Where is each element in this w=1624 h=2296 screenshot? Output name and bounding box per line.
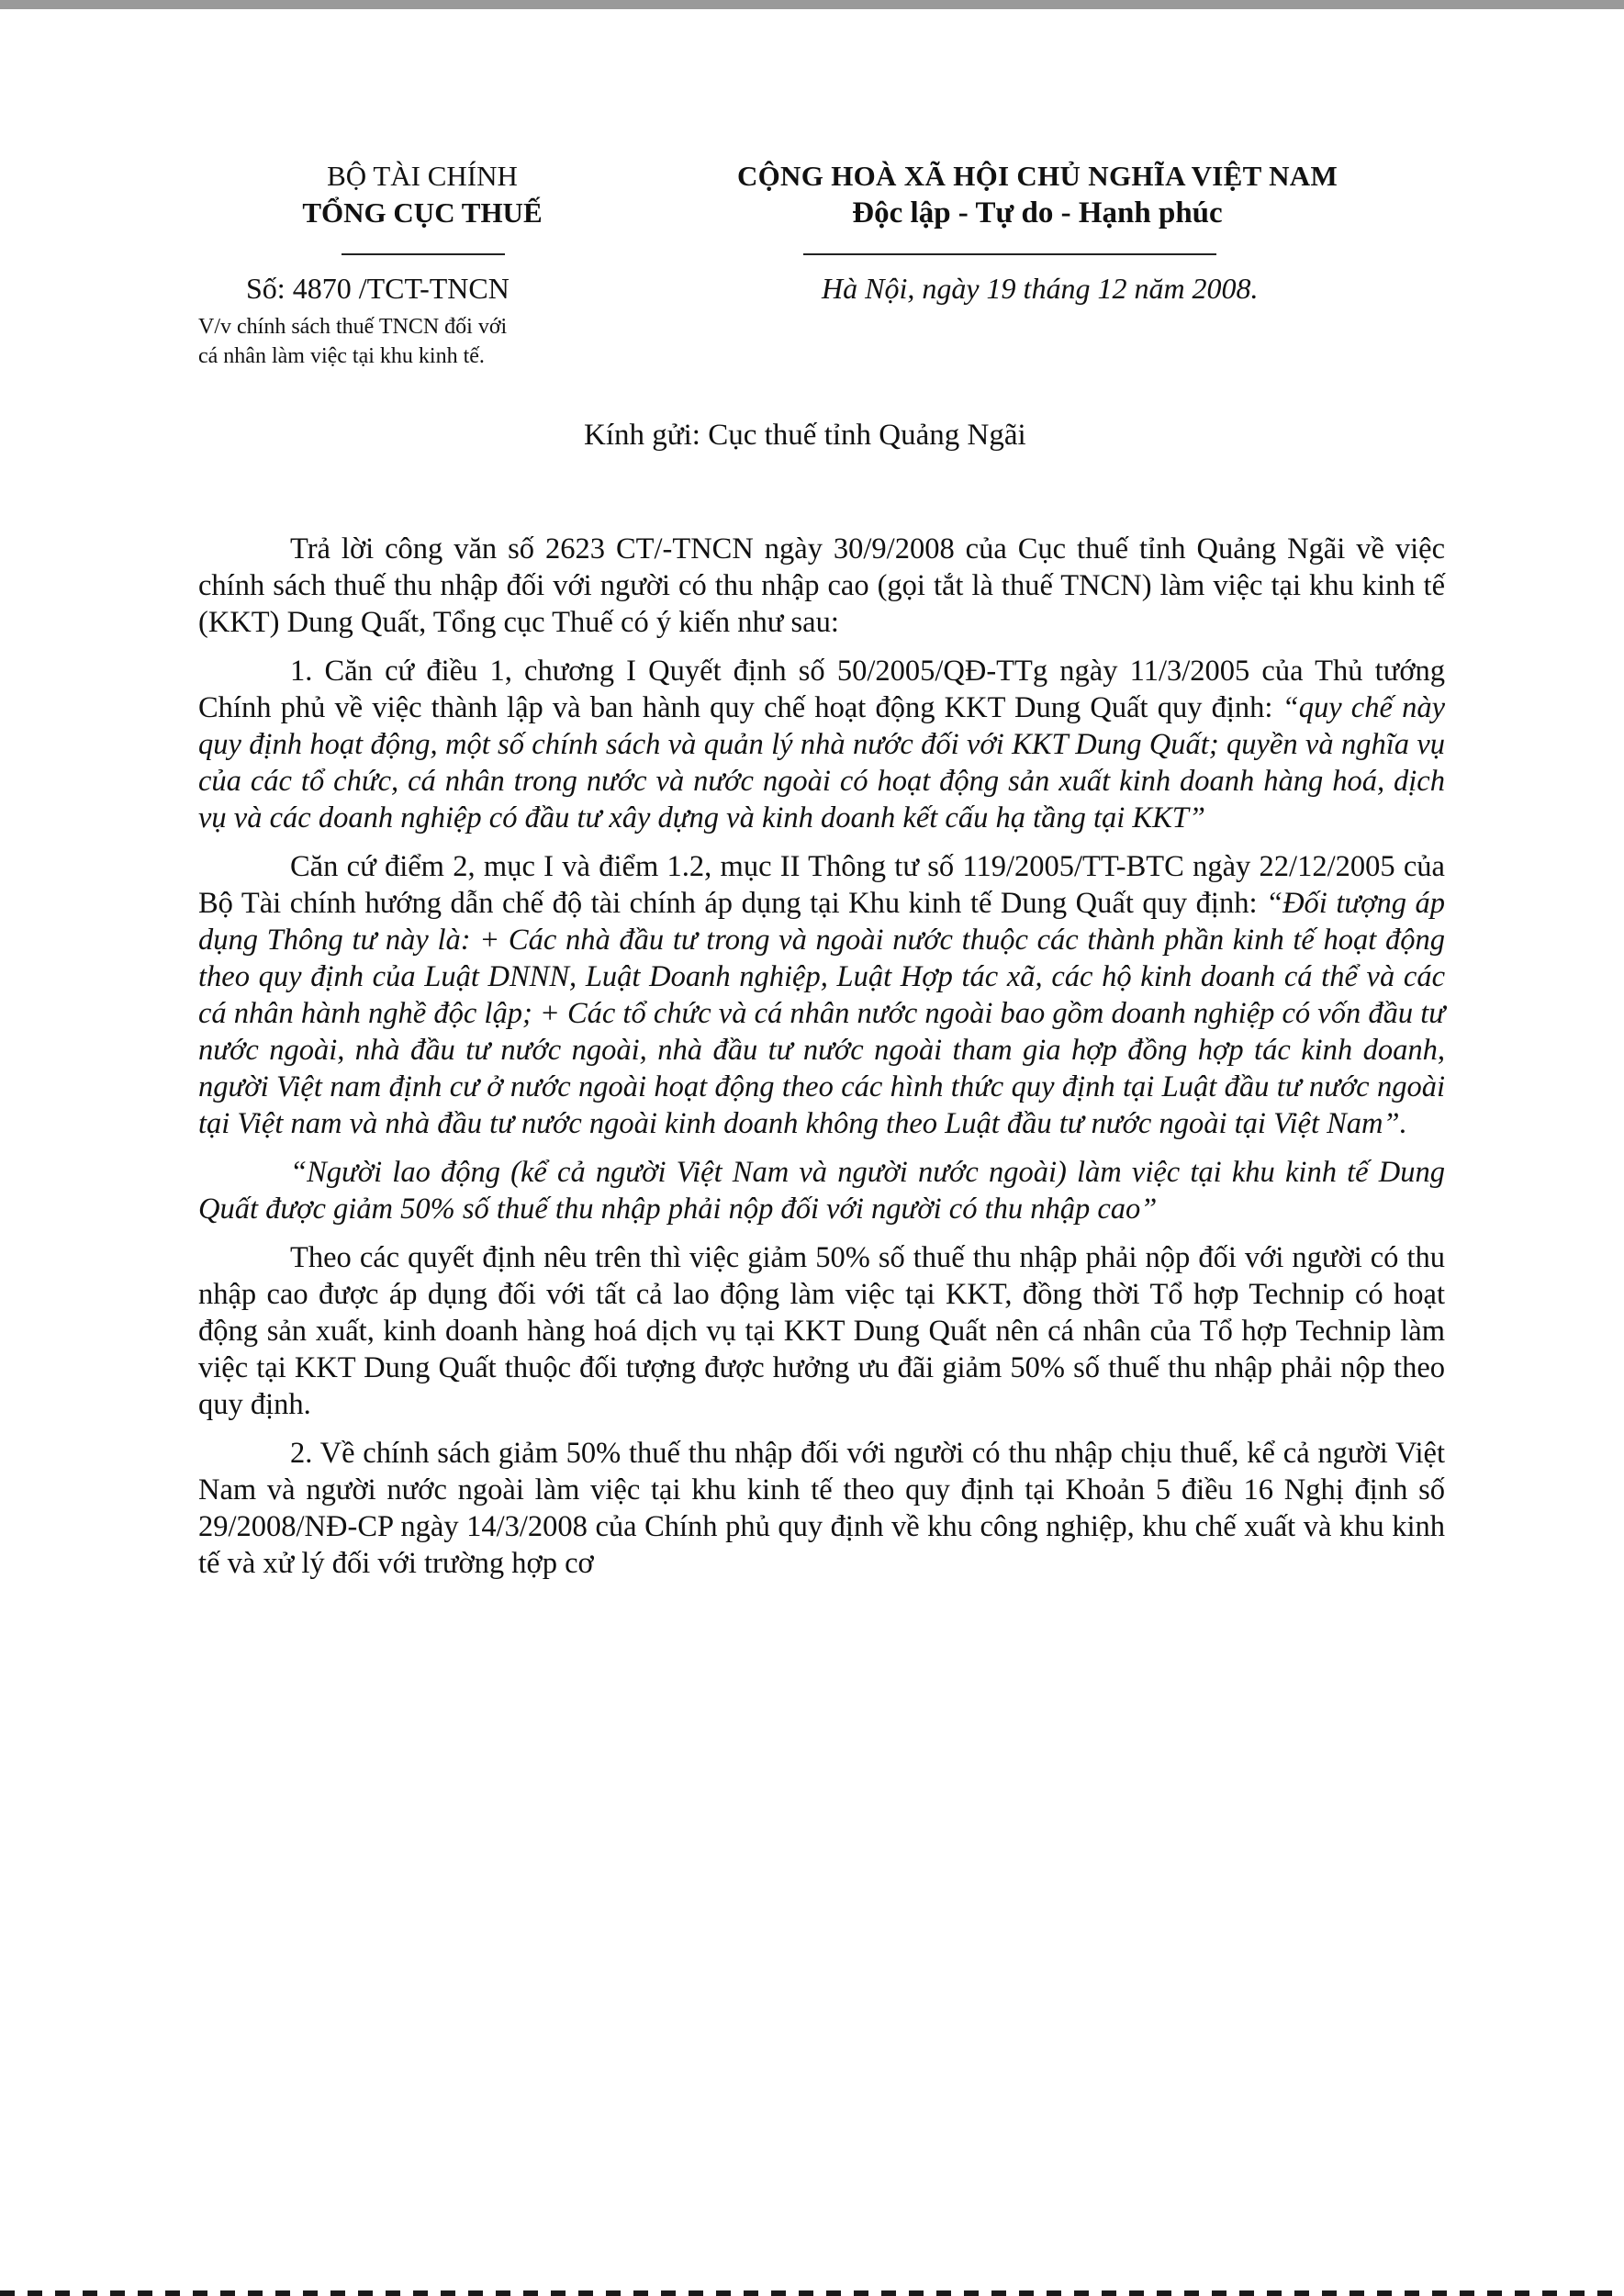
paragraph-reply: Trả lời công văn số 2623 CT/-TNCN ngày 30/9/2008 của Cục thuế tỉnh Quảng Ngãi về việc chính sách thuế thu nhập đối với người có thu nhập cao (gọi tắt là thuế TNCN) làm việc tại khu kinh tế (KKT) Dung Quất, Tổng cục Thuế có ý kiến như sau: [198,532,1445,639]
recipient-line: Kính gửi: Cục thuế tỉnh Quảng Ngãi [584,419,1026,452]
scan-top-edge [0,0,1624,9]
document-subject [198,312,676,371]
national-title-block [679,158,1395,231]
national-motto: Độc lập - Tự do - Hạnh phúc [852,196,1223,230]
issuer-block [230,158,615,231]
document-number: Số: 4870 /TCT-TNCN [246,272,510,305]
issuer-underline [342,253,505,255]
subject-line: V/v chính sách thuế TNCN đối với [198,315,508,339]
paragraph-point-1 [198,653,1445,836]
motto-underline [803,253,1216,255]
department-name: TỔNG CỤC THUẾ [302,196,543,229]
document-date: Hà Nội, ngày 19 tháng 12 năm 2008. [822,272,1259,305]
quoted-regulation: “quy chế này quy định hoạt động, một số chính sách và quản lý nhà nước đối với KKT Dung Quất; quyền và nghĩa vụ của các tổ chức, cá nhân trong nước và nước ngoài có hoạt động sản xuất kinh doanh hàng hoá, dịch vụ và các doanh nghiệp có đầu tư xây dựng và kinh doanh kết cấu hạ tầng tại KKT” [198,691,1445,834]
paragraph-text: Căn cứ điểm 2, mục I và điểm 1.2, mục II Thông tư số 119/2005/TT-BTC ngày 22/12/2005 của Bộ Tài chính hướng dẫn chế độ tài chính áp dụng tại Khu kinh tế Dung Quất quy định: [198,850,1445,920]
subject-line: cá nhân làm việc tại khu kinh tế. [198,344,485,368]
paragraph-conclusion: Theo các quyết định nêu trên thì việc giảm 50% số thuế thu nhập phải nộp đối với người có thu nhập cao được áp dụng đối với tất cả lao động làm việc tại KKT, đồng thời Tổ hợp Technip có hoạt động sản xuất, kinh doanh hàng hoá dịch vụ tại KKT Dung Quất nên cá nhân của Tổ hợp Technip làm việc tại KKT Dung Quất thuộc đối tượng được hưởng ưu đãi giảm 50% số thuế thu nhập phải nộp theo quy định. [198,1241,1445,1421]
paragraph-quote-workers: “Người lao động (kể cả người Việt Nam và người nước ngoài) làm việc tại khu kinh tế Dung Quất được giảm 50% số thuế thu nhập phải nộp đối với người có thu nhập cao” [198,1156,1445,1226]
quoted-regulation: “Đối tượng áp dụng Thông tư này là: + Các nhà đầu tư trong và ngoài nước thuộc các thành phần kinh tế hoạt động theo quy định của Luật DNNN, Luật Doanh nghiệp, Luật Hợp tác xã, các hộ kinh doanh cá thể và các cá nhân hành nghề độc lập; + Các tổ chức và cá nhân nước ngoài bao gồm doanh nghiệp có vốn đầu tư nước ngoài, nhà đầu tư nước ngoài, nhà đầu tư nước ngoài tham gia hợp đồng hợp tác kinh doanh, người Việt nam định cư ở nước ngoài hoạt động theo các hình thức quy định tại Luật đầu tư nước ngoài tại Việt nam và nhà đầu tư nước ngoài kinh doanh không theo Luật đầu tư nước ngoài tại Việt Nam”. [198,887,1446,1140]
paragraph-circular [198,848,1445,1142]
scan-bottom-edge [0,2290,1624,2296]
document-body [198,531,1445,1594]
ministry-name: BỘ TÀI CHÍNH [327,160,518,192]
paragraph-text: 1. Căn cứ điều 1, chương I Quyết định số 50/2005/QĐ-TTg ngày 11/3/2005 của Thủ tướng Chính phủ về việc thành lập và ban hành quy chế hoạt động KKT Dung Quất quy định: [198,655,1445,724]
paragraph-point-2: 2. Về chính sách giảm 50% thuế thu nhập đối với người có thu nhập chịu thuế, kể cả người Việt Nam và người nước ngoài làm việc tại khu kinh tế theo quy định tại Khoản 5 điều 16 Nghị định số 29/2008/NĐ-CP ngày 14/3/2008 của Chính phủ quy định về khu công nghiệp, khu chế xuất và khu kinh tế và xử lý đối với trường hợp cơ [198,1437,1445,1580]
country-name: CỘNG HOÀ XÃ HỘI CHỦ NGHĨA VIỆT NAM [736,160,1338,192]
